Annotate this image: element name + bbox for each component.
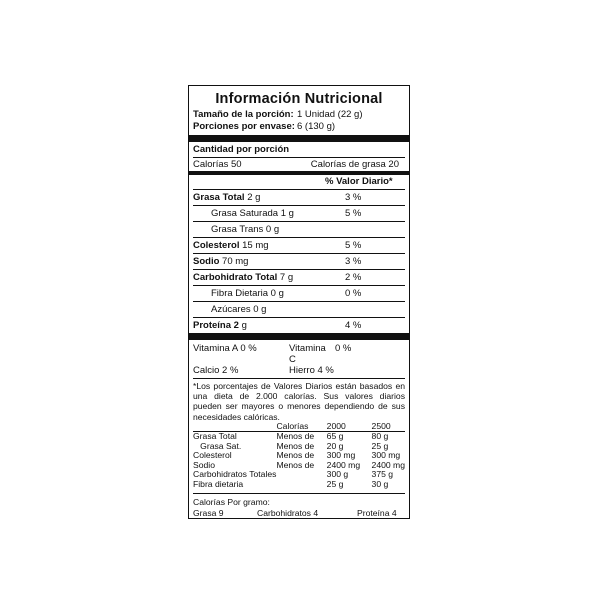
nutrient-row — [193, 286, 405, 302]
dv-cell: 20 g — [326, 440, 344, 451]
calories-per-gram-row — [193, 508, 405, 519]
daily-value-header-row — [193, 175, 405, 190]
dv-cell: 65 g — [326, 431, 344, 442]
nutrient-label — [193, 206, 294, 221]
fat-per-gram: Grasa 9 — [193, 507, 224, 518]
nutrient-percent: 3 % — [345, 192, 362, 203]
dv-table-row — [193, 480, 405, 490]
nutrient-percent: 5 % — [345, 208, 362, 219]
dv-cell: 25 g — [371, 440, 389, 451]
dv-cell: Fibra dietaria — [193, 478, 244, 489]
nutrient-name: Grasa Total — [193, 192, 245, 203]
nutrient-amount: 15 mg — [239, 240, 269, 251]
dv-cell: 25 g — [326, 478, 344, 489]
nutrient-label — [193, 238, 269, 253]
nutrient-row — [193, 238, 405, 254]
dv-cell: Grasa Sat. — [193, 440, 242, 451]
nutrient-list — [193, 190, 405, 333]
daily-value-header: % Valor Diario* — [325, 176, 393, 187]
dv-cell: 30 g — [371, 478, 389, 489]
dv-cell: Grasa Total — [193, 431, 237, 442]
calcium: Calcio 2 % — [193, 365, 239, 376]
dv-header-cell: 2000 — [327, 422, 372, 432]
nutrient-label — [193, 318, 247, 333]
servings-per-container-row — [193, 121, 405, 133]
dv-header-cell — [193, 422, 276, 432]
nutrient-percent — [345, 222, 405, 237]
servings-per-container-value: 6 (130 g) — [297, 120, 336, 132]
dv-table-header — [193, 422, 405, 432]
dv-cell: Menos de — [276, 431, 315, 442]
calories-per-gram-title: Calorías Por gramo: — [193, 497, 270, 508]
dv-cell: Menos de — [276, 440, 315, 451]
vitamins-block — [193, 340, 405, 378]
dv-cell: Colesterol — [193, 450, 232, 461]
amount-per-serving: Cantidad por porción — [193, 144, 290, 155]
carbs-per-gram: Carbohidratos 4 — [257, 507, 319, 518]
nutrient-label — [193, 222, 279, 237]
nutrient-row — [193, 222, 405, 238]
nutrient-label — [193, 190, 260, 205]
dv-cell: 300 g — [326, 469, 349, 480]
nutrient-percent: 2 % — [345, 272, 362, 283]
vitamin-a: Vitamina A 0 % — [193, 343, 257, 354]
dv-header-cell: Calorías — [276, 422, 326, 432]
iron: Hierro 4 % — [289, 365, 334, 376]
dv-cell: 300 mg — [326, 450, 356, 461]
calories: Calorías 50 — [193, 159, 242, 170]
dv-cell: 80 g — [371, 431, 389, 442]
nutrient-amount: Fibra Dietaria 0 g — [211, 288, 284, 299]
nutrient-row — [193, 190, 405, 206]
nutrient-amount: 7 g — [277, 272, 294, 283]
dv-cell: Menos de — [276, 459, 315, 470]
serving-size-label: Tamaño de la porción: — [193, 109, 294, 120]
footnote: *Los porcentajes de Valores Diarios están basados en una dieta de 2.000 calorías. Sus valores diarios pueden ser mayores o menores dependiendo de sus necesidades calóricas. — [193, 381, 405, 422]
nutrient-amount: 2 g — [244, 192, 261, 203]
servings-per-container-label: Porciones por envase: — [193, 120, 295, 132]
nutrient-name: Carbohidrato Total — [193, 272, 278, 283]
protein-per-gram: Proteína 4 — [357, 507, 397, 518]
nutrient-label — [193, 254, 248, 269]
nutrient-name: Proteína 2 — [193, 320, 239, 331]
dv-header-cell: 2500 — [372, 422, 405, 432]
nutrient-row — [193, 206, 405, 222]
dv-cell: 2400 mg — [326, 459, 361, 470]
nutrient-amount: 70 mg — [219, 256, 249, 267]
nutrient-percent — [345, 302, 405, 317]
calories-from-fat: Calorías de grasa 20 — [310, 159, 399, 170]
dv-cell: 300 mg — [371, 450, 401, 461]
nutrient-amount: Azúcares 0 g — [211, 304, 267, 315]
nutrient-name: Sodio — [193, 256, 220, 267]
calories-row — [193, 158, 405, 171]
nutrient-percent: 3 % — [345, 256, 362, 267]
dv-cell: Menos de — [276, 450, 315, 461]
nutrient-amount: Grasa Saturada 1 g — [211, 208, 294, 219]
nutrient-label — [193, 302, 266, 317]
daily-values-table — [193, 422, 405, 490]
nutrient-row — [193, 318, 405, 333]
vitamin-c-label: Vitamina C — [289, 343, 326, 365]
calories-per-gram — [193, 494, 405, 518]
nutrient-amount: g — [238, 320, 247, 331]
vitamin-blank — [335, 365, 375, 376]
dv-cell: 2400 mg — [371, 459, 405, 470]
nutrient-row — [193, 270, 405, 286]
serving-size-row — [193, 109, 405, 121]
dv-cell: Carbohidratos Totales — [193, 469, 277, 480]
nutrient-percent: 0 % — [345, 288, 362, 299]
nutrient-label — [193, 286, 284, 301]
nutrient-percent: 5 % — [345, 240, 362, 251]
nutrient-row — [193, 302, 405, 318]
label-title: Información Nutricional — [215, 91, 383, 107]
vitamin-c-pct: 0 % — [335, 343, 352, 354]
serving-size-value: 1 Unidad (22 g) — [297, 109, 363, 120]
nutrient-name: Colesterol — [193, 240, 240, 251]
dv-cell — [276, 470, 326, 480]
nutrient-amount: Grasa Trans 0 g — [211, 224, 280, 235]
dv-cell — [276, 480, 326, 490]
dv-cell: 375 g — [371, 469, 394, 480]
nutrition-facts-label — [188, 85, 410, 519]
nutrient-label — [193, 270, 293, 285]
nutrient-percent: 4 % — [345, 320, 362, 331]
nutrient-row — [193, 254, 405, 270]
divider-thick — [189, 135, 409, 142]
divider-thick — [189, 333, 409, 340]
dv-cell: Sodio — [193, 459, 215, 470]
